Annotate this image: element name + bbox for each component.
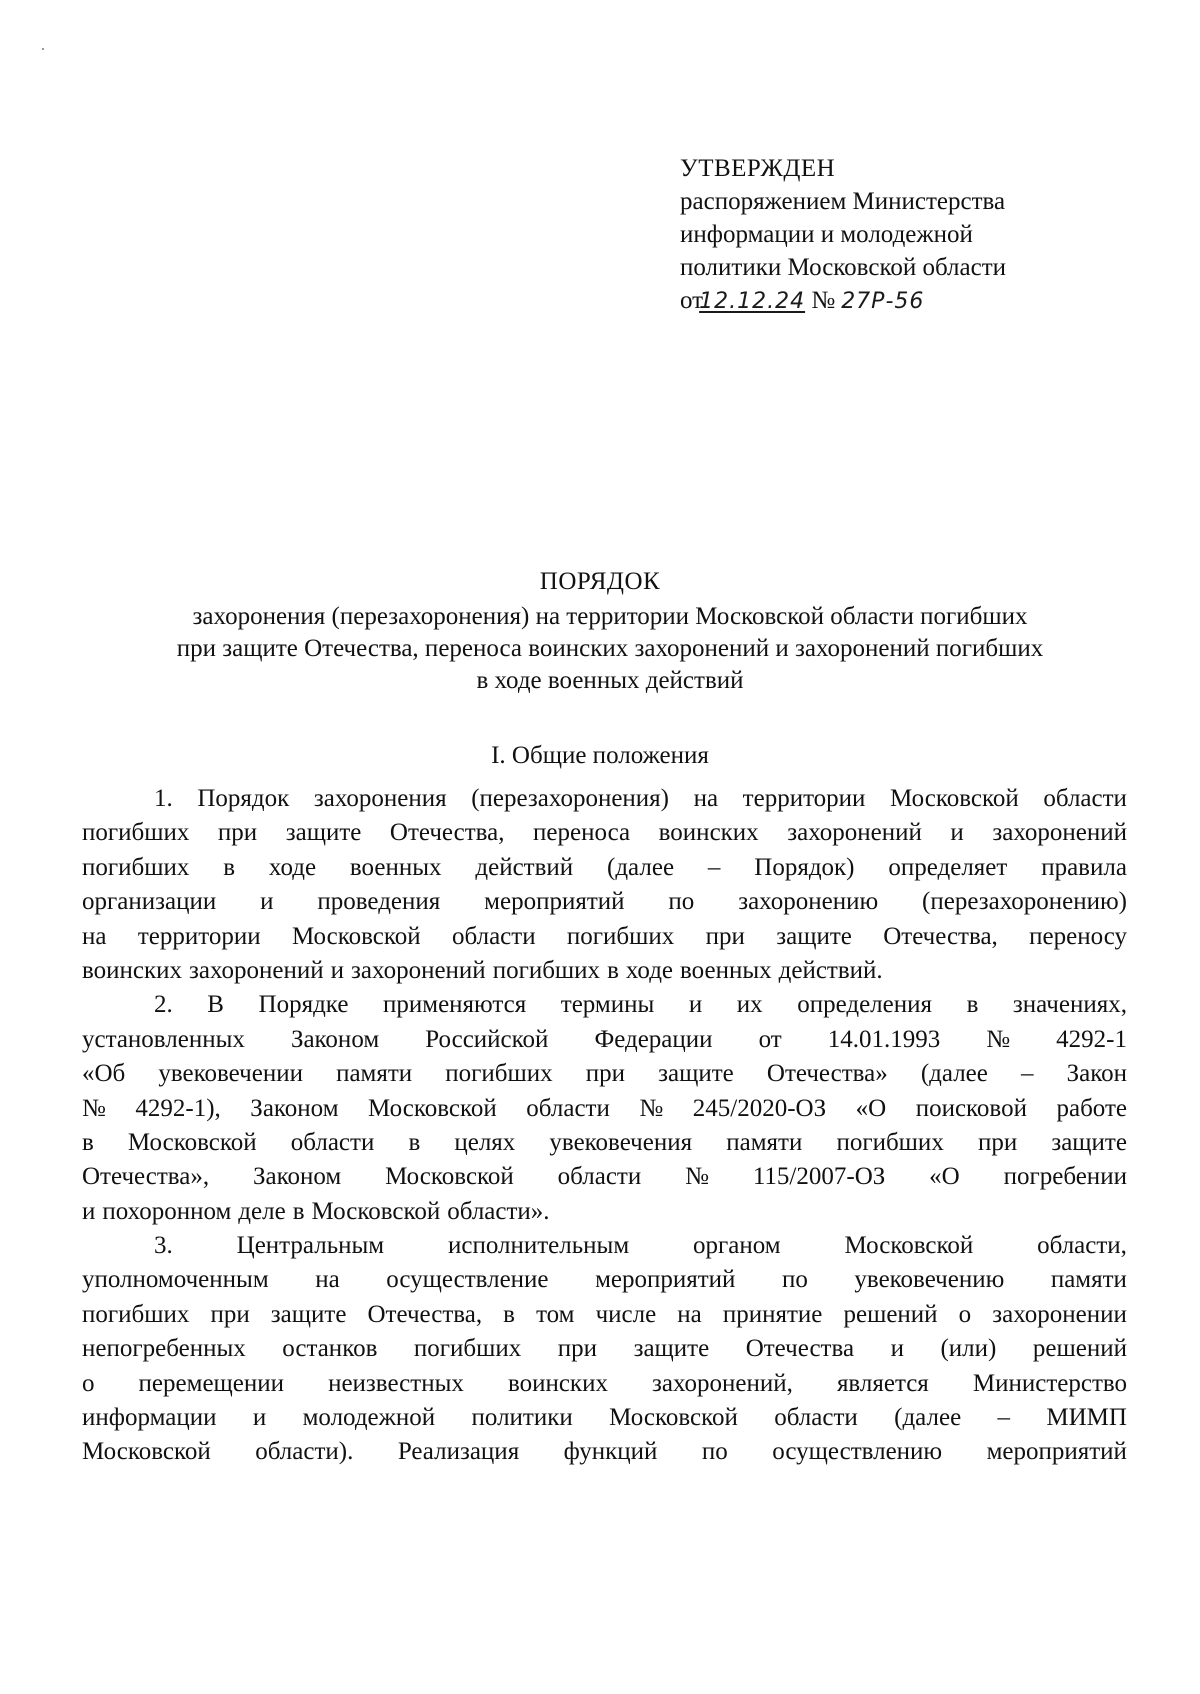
body-line: информации и молодежной политики Московской области (далее – МИМП [82,1404,1127,1432]
body-line: на территории Московской области погибших при защите Отечества, переносу [82,922,1127,950]
number-prefix: № [811,287,836,314]
body-line: Отечества», Законом Московской области № 115/2007-ОЗ «О погребении [82,1163,1127,1191]
handwritten-number: 27Р-56 [841,289,925,314]
body-line: в Московской области в целях увековечения памяти погибших при защите [82,1128,1127,1156]
document-title: ПОРЯДОК [539,568,661,595]
body-line: уполномоченным на осуществление мероприятий по увековечению памяти [82,1266,1127,1294]
subtitle-line: захоронения (перезахоронения) на территории Московской области погибших [192,603,1028,630]
document-body [82,782,1127,1470]
document-subtitle [110,601,1110,697]
approval-title: УТВЕРЖДЕН [680,155,836,182]
body-line: погибших в ходе военных действий (далее – Порядок) определяет правила [82,853,1127,881]
body-line: погибших при защите Отечества, в том числе на принятие решений о захоронении [82,1300,1127,1328]
body-line: 2. В Порядке применяются термины и их определения в значениях, [154,991,1127,1019]
body-line: организации и проведения мероприятий по захоронению (перезахоронению) [82,888,1127,916]
body-line: № 4292-1), Законом Московской области № 245/2020-ОЗ «О поисковой работе [82,1094,1127,1122]
approval-line: политики Московской области [680,254,1007,281]
subtitle-line: в ходе военных действий [476,667,744,694]
subtitle-line: при защите Отечества, переноса воинских захоронений и захоронений погибших [176,635,1044,662]
approval-block [680,152,1006,318]
scan-speck [42,48,44,50]
body-line: 3. Центральным исполнительным органом Московской области, [154,1232,1127,1260]
section-heading: I. Общие положения [491,742,709,769]
approval-date-number [680,284,1006,318]
body-line: 1. Порядок захоронения (перезахоронения) на территории Московской области [154,785,1127,812]
handwritten-date: 12.12.24 [699,289,806,314]
from-prefix: от [680,287,704,314]
approval-line: информации и молодежной [680,221,973,248]
body-line: и похоронном деле в Московской области». [82,1197,550,1225]
body-line: «Об увековечении памяти погибших при защите Отечества» (далее – Закон [82,1060,1127,1088]
body-line: погибших при защите Отечества, переноса воинских захоронений и захоронений [82,819,1127,847]
body-line: Московской области). Реализация функций по осуществлению мероприятий [82,1438,1127,1466]
body-line: непогребенных останков погибших при защите Отечества и (или) решений [82,1335,1127,1363]
body-line: установленных Законом Российской Федерации от 14.01.1993 № 4292-1 [82,1025,1127,1053]
approval-line: распоряжением Министерства [680,188,1006,215]
body-line: воинских захоронений и захоронений погибших в ходе военных действий. [82,956,883,984]
body-line: о перемещении неизвестных воинских захоронений, является Министерство [82,1369,1127,1397]
